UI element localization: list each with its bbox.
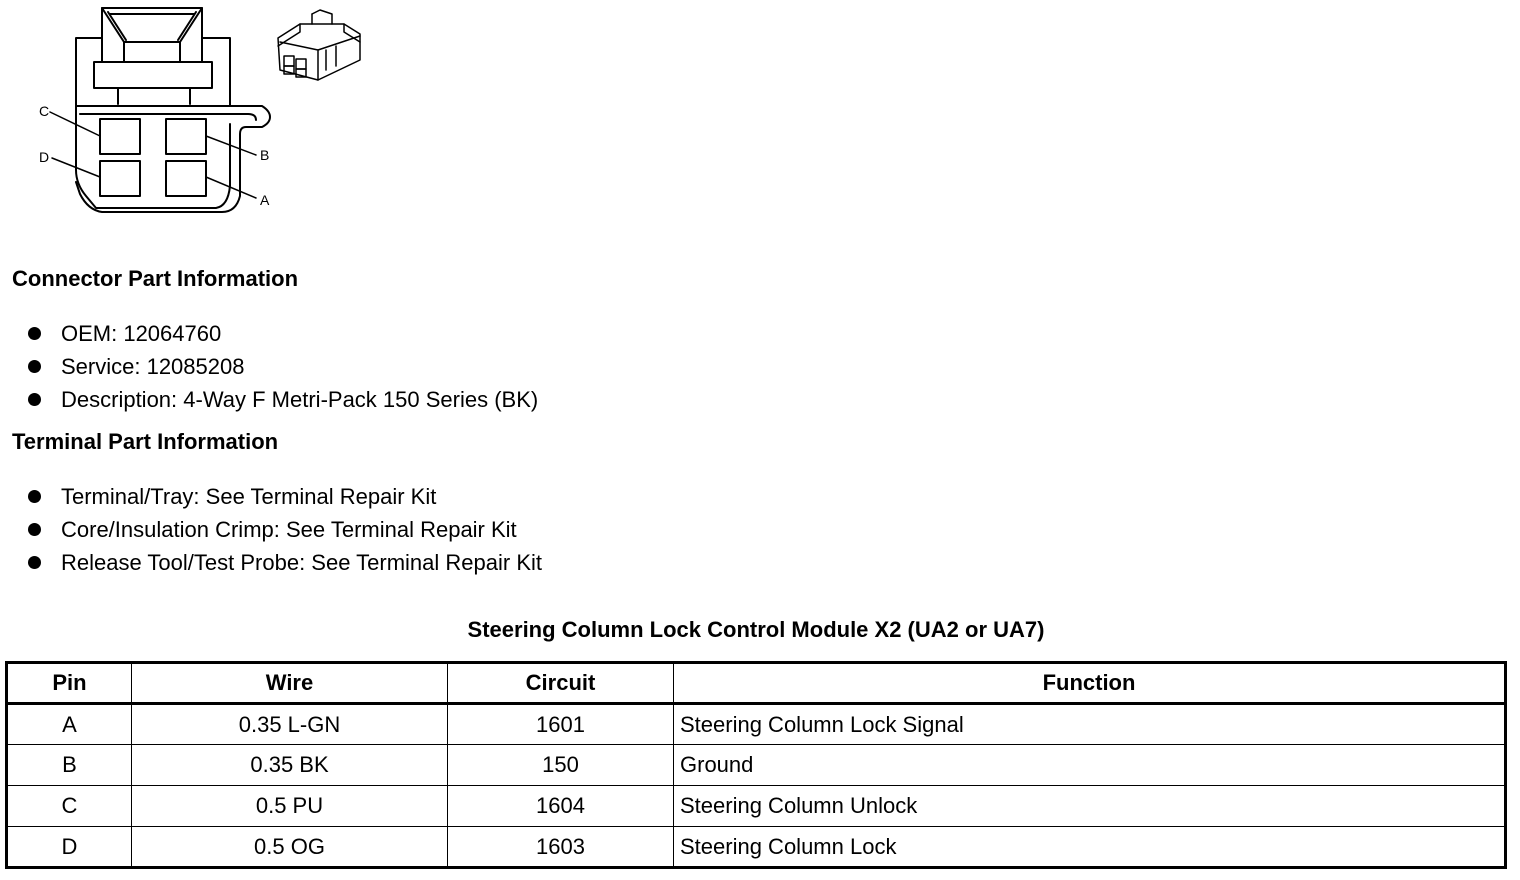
list-item — [28, 383, 538, 416]
cavity-a — [166, 161, 206, 196]
terminal-cavities — [100, 119, 206, 196]
cell-circuit: 1601 — [448, 704, 674, 745]
header-pin: Pin — [7, 663, 132, 704]
list-item — [28, 480, 542, 513]
header-circuit: Circuit — [448, 663, 674, 704]
bullet-icon — [28, 490, 41, 503]
cavity-d — [100, 161, 140, 196]
table-row — [7, 745, 1506, 786]
cell-pin: C — [7, 786, 132, 827]
cell-pin: B — [7, 745, 132, 786]
cell-wire: 0.35 L-GN — [132, 704, 448, 745]
terminal-part-info-list — [28, 480, 542, 579]
bullet-icon — [28, 327, 41, 340]
cavity-c — [100, 119, 140, 154]
table-row — [7, 704, 1506, 745]
pin-leader-lines — [50, 112, 256, 198]
connector-part-info-heading: Connector Part Information — [12, 266, 299, 291]
cell-wire: 0.5 OG — [132, 827, 448, 868]
pin-label-c: C — [39, 103, 50, 119]
list-item-text: Release Tool/Test Probe: See Terminal Repair Kit — [61, 550, 542, 575]
cavity-b — [166, 119, 206, 154]
list-item — [28, 317, 538, 350]
header-function: Function — [674, 663, 1506, 704]
connector-latch — [94, 8, 212, 104]
table-row — [7, 827, 1506, 868]
bullet-icon — [28, 556, 41, 569]
list-item-text: OEM: 12064760 — [61, 321, 222, 346]
list-item-text: Service: 12085208 — [61, 354, 245, 379]
cell-circuit: 1604 — [448, 786, 674, 827]
table-row — [7, 786, 1506, 827]
pin-label-d: D — [39, 149, 50, 165]
cell-function: Steering Column Lock — [674, 827, 1506, 868]
cell-function: Ground — [674, 745, 1506, 786]
terminal-part-info-heading: Terminal Part Information — [12, 429, 279, 454]
cell-wire: 0.35 BK — [132, 745, 448, 786]
list-item-text: Core/Insulation Crimp: See Terminal Repair Kit — [61, 517, 517, 542]
cell-circuit: 1603 — [448, 827, 674, 868]
list-item-text: Terminal/Tray: See Terminal Repair Kit — [61, 484, 437, 509]
bullet-icon — [28, 360, 41, 373]
bullet-icon — [28, 393, 41, 406]
list-item — [28, 350, 538, 383]
cell-circuit: 150 — [448, 745, 674, 786]
cell-function: Steering Column Unlock — [674, 786, 1506, 827]
bullet-icon — [28, 523, 41, 536]
list-item-text: Description: 4-Way F Metri-Pack 150 Series (BK) — [61, 387, 539, 412]
connector-isometric-view — [278, 10, 360, 80]
connector-housing — [76, 38, 270, 212]
pin-label-b: B — [260, 147, 270, 163]
cell-pin: A — [7, 704, 132, 745]
cell-function: Steering Column Lock Signal — [674, 704, 1506, 745]
cell-pin: D — [7, 827, 132, 868]
table-header-row — [7, 663, 1506, 704]
list-item — [28, 546, 542, 579]
pin-table — [5, 661, 1507, 869]
pin-label-a: A — [260, 192, 270, 208]
connector-diagram — [0, 0, 380, 225]
pin-table-title: Steering Column Lock Control Module X2 (UA2 or UA7) — [467, 617, 1045, 642]
header-wire: Wire — [132, 663, 448, 704]
cell-wire: 0.5 PU — [132, 786, 448, 827]
connector-part-info-list — [28, 317, 538, 416]
list-item — [28, 513, 542, 546]
